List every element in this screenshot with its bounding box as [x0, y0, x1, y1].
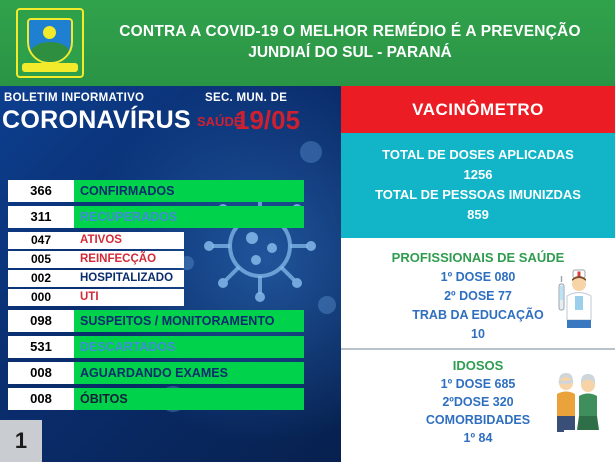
stat-value: 005 [8, 251, 74, 268]
stat-value: 366 [8, 180, 74, 202]
stat-label: CONFIRMADOS [80, 184, 175, 198]
profissionais-educacao-value: 10 [471, 327, 485, 341]
secretaria-label: SEC. MUN. DE [205, 92, 288, 104]
stat-row-confirmados [8, 180, 304, 202]
stat-value: 008 [8, 362, 74, 384]
decor-dot [300, 141, 322, 163]
stat-value: 311 [8, 206, 74, 228]
idosos-dose2: 2ºDOSE 320 [442, 395, 514, 409]
stat-label: DESCARTADOS [80, 340, 176, 354]
idosos-comorbidades-label: COMORBIDADES [425, 413, 531, 427]
crest-ribbon [22, 63, 78, 72]
stat-row-recuperados [8, 206, 304, 228]
bulletin-date: 19/05 [235, 105, 301, 135]
idosos-section [341, 348, 615, 462]
idosos-title: IDOSOS [452, 358, 504, 373]
stat-label: RECUPERADOS [80, 210, 178, 224]
stat-row-uti [8, 289, 184, 306]
profissionais-saude-section [341, 238, 615, 348]
header-line-1: CONTRA A COVID-19 O MELHOR REMÉDIO É A PREVENÇÃO [119, 23, 581, 40]
elderly-couple-icon [549, 368, 605, 434]
doses-value: 1256 [463, 167, 493, 182]
saude-label: SAÚDE [197, 114, 243, 129]
imunizadas-value: 859 [467, 207, 489, 222]
header-titles [95, 22, 605, 64]
imunizadas-label: TOTAL DE PESSOAS IMUNIZDAS [375, 187, 581, 202]
decor-dot [318, 296, 336, 314]
profissionais-dose1: 1º DOSE 080 [440, 270, 516, 284]
header-line-2: JUNDIAÍ DO SUL - PARANÁ [248, 44, 452, 61]
crest-shield [27, 18, 73, 64]
bulletin-title: CORONAVÍRUS [2, 106, 191, 134]
stat-label: UTI [74, 289, 99, 306]
idosos-dose1: 1º DOSE 685 [440, 377, 516, 391]
stat-row-suspeitos [8, 310, 304, 332]
doses-label: TOTAL DE DOSES APLICADAS [382, 147, 574, 162]
stat-value: 047 [8, 232, 74, 249]
stat-row-ativos [8, 232, 184, 249]
stat-value: 531 [8, 336, 74, 358]
stat-label: REINFECÇÃO [74, 251, 156, 268]
city-coat-of-arms-icon [16, 8, 84, 78]
idosos-comorbidades-value: 1º 84 [463, 431, 493, 445]
stat-row-obitos [8, 388, 304, 410]
stat-row-hospitalizado [8, 270, 184, 287]
stat-row-descartados [8, 336, 304, 358]
profissionais-title: PROFISSIONAIS DE SAÚDE [391, 250, 565, 265]
page-header [0, 0, 615, 86]
stat-row-reinfeccao [8, 251, 184, 268]
stat-row-aguardando-exames [8, 362, 304, 384]
profissionais-dose2: 2º DOSE 77 [444, 289, 512, 303]
vacinometro-title: VACINÔMETRO [341, 86, 615, 133]
vacinometro-totals [341, 133, 615, 238]
stat-value: 000 [8, 289, 74, 306]
stat-label: HOSPITALIZADO [74, 270, 173, 287]
covid-stats-panel [0, 86, 341, 462]
stat-label: SUSPEITOS / MONITORAMENTO [80, 314, 275, 328]
stats-rows [8, 180, 304, 414]
stat-value: 008 [8, 388, 74, 410]
stat-label: AGUARDANDO EXAMES [80, 366, 228, 380]
crest-sun [43, 26, 56, 39]
stat-value: 002 [8, 270, 74, 287]
nurse-icon [553, 266, 601, 332]
stat-label: ÓBITOS [80, 392, 128, 406]
stat-value: 098 [8, 310, 74, 332]
bulletin-label: BOLETIM INFORMATIVO [4, 92, 145, 104]
crest-hill [31, 42, 69, 62]
page-number: 1 [0, 420, 42, 462]
stat-label: ATIVOS [74, 232, 122, 249]
profissionais-educacao-label: TRAB DA EDUCAÇÃO [412, 308, 544, 322]
